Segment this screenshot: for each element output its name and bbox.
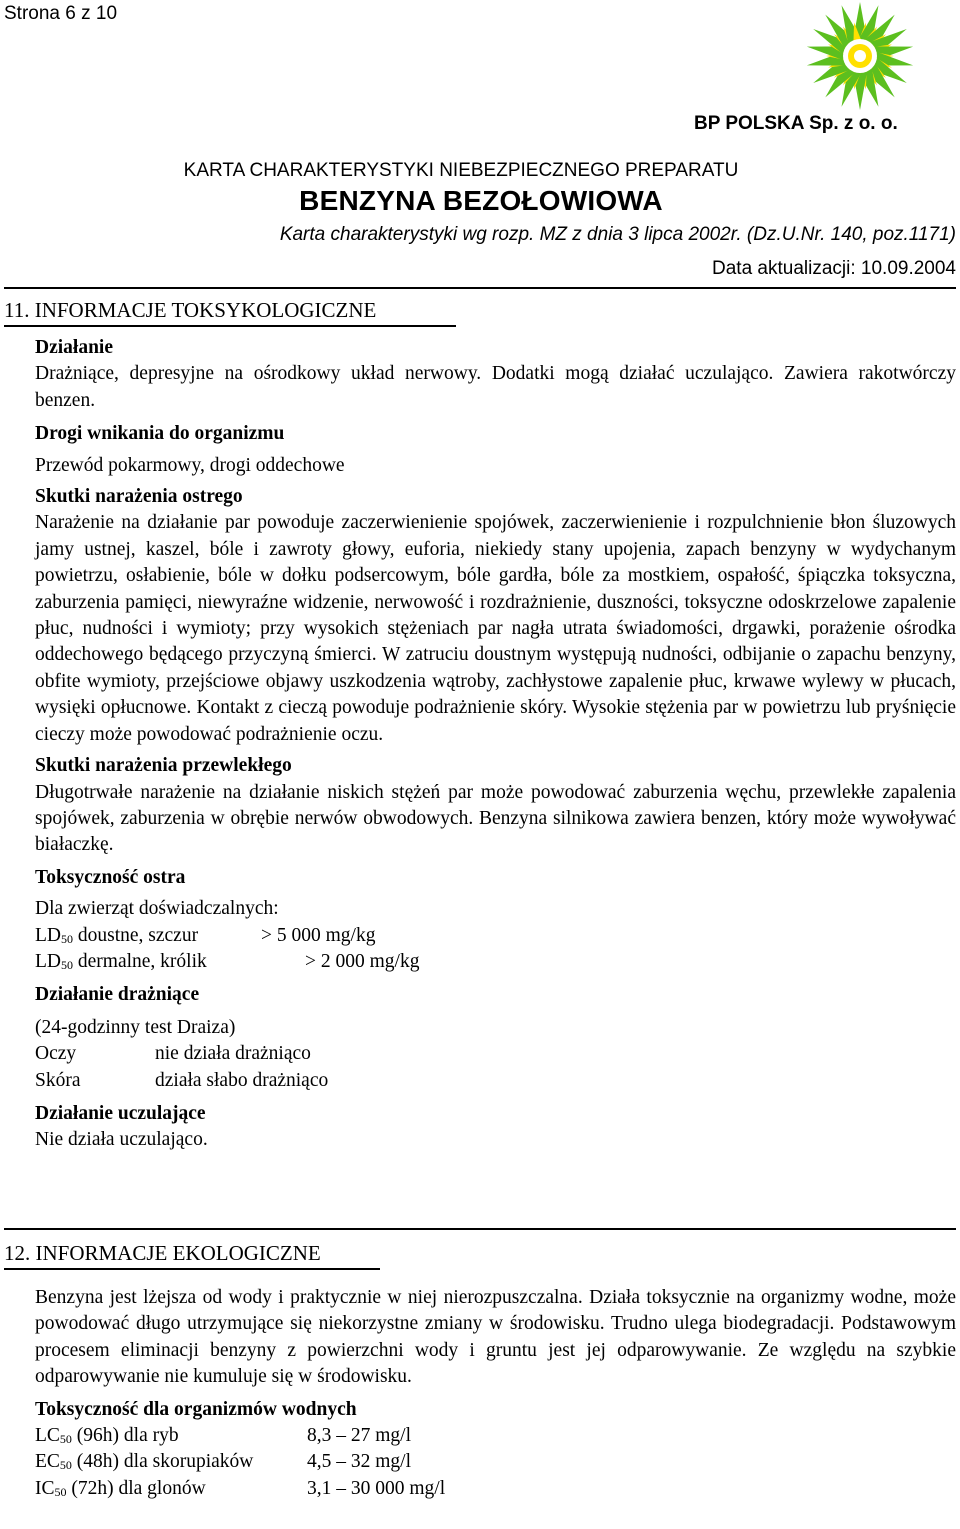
row-prefix: IC xyxy=(35,1477,55,1499)
ekologia-text: Benzyna jest lżejsza od wody i praktycznie w niej nierozpuszczalna. Działa toksycznie na organizmy wodne, może powodować długo utrzymujące się niekorzystne zmiany w środowisku. Trudno ulega biodegradacji. Podstawowym procesem eliminacji benzyny z powierzchni wody i gruntu jest jej odparowywanie. Ze względu na szybkie odparowywanie nie kumuluje się w środowisku. xyxy=(35,1287,956,1388)
ostre-text: Narażenie na działanie par powoduje zaczerwienienie spojówek, zaczerwienienie i rozpulchnienie błon śluzowych jamy ustnej, kaszel, bóle i zawroty głowy, euforia, niekiedy stany upojenia, zapach benzyny w wydychanym powietrzu, osłabienie, bóle w dołku podsercowym, bóle gardła, bóle za mostkiem, ospałość, śpiączka toksyczna, zaburzenia pamięci, niewyraźne widzenie, nerwowość i rozdrażnienie, duszności, toksyczne odoskrzelowe zapalenie płuc, nudności i wymioty; przy wysokich stężeniach par nagła utrata świadomości, drgawki, porażenie ośrodka oddechowego będącego przyczyną śmierci. W zatruciu doustnym występują nudności, odbijanie o zapachu benzyny, obfite wymioty, przejściowe objawy uszkodzenia wątroby, zachłystowe zapalenie płuc, krwawe wylewy w płucach, wysięki opłucnowe. Kontakt z cieczą powoduje podrażnienie skóry. Wysokie stężenia par w powietrzu lub pryśnięcie cieczy może powodować podrażnienie oczu. xyxy=(35,512,956,745)
drazniace-heading: Działanie drażniące xyxy=(35,984,200,1006)
row-subscript: 50 xyxy=(59,1432,72,1447)
row-label: doustne, szczur xyxy=(73,924,199,946)
row-subscript: 50 xyxy=(54,1484,67,1499)
toks-wodne-heading: Toksyczność dla organizmów wodnych xyxy=(35,1398,357,1420)
drogi-text: Przewód pokarmowy, drogi oddechowe xyxy=(35,454,345,476)
section-title-underline xyxy=(4,1268,380,1270)
ostre-heading: Skutki narażenia ostrego xyxy=(35,486,243,508)
uczulajace-text: Nie działa uczulająco. xyxy=(35,1129,208,1151)
update-date: Data aktualizacji: 10.09.2004 xyxy=(712,258,956,279)
drazniace-row xyxy=(35,1068,956,1094)
page-number: Strona 6 z 10 xyxy=(4,3,118,24)
row-subscript: 50 xyxy=(61,957,73,972)
bp-helios-logo-icon xyxy=(800,0,920,112)
dzialanie-heading: Działanie xyxy=(35,337,113,358)
row-prefix: LD xyxy=(35,924,61,946)
drogi-heading: Drogi wnikania do organizmu xyxy=(35,423,285,445)
row-value: działa słabo drażniąco xyxy=(155,1069,329,1091)
section-12-title: 12. INFORMACJE EKOLOGICZNE xyxy=(4,1241,321,1265)
row-value: 3,1 – 30 000 mg/l xyxy=(307,1477,446,1499)
section-11-body xyxy=(35,335,956,1154)
toks-wodne-row xyxy=(35,1476,956,1502)
uczulajace-heading: Działanie uczulające xyxy=(35,1102,206,1124)
toksycznosc-intro: Dla zwierząt doświadczalnych: xyxy=(35,898,279,920)
toksycznosc-row xyxy=(35,949,956,975)
row-value: 8,3 – 27 mg/l xyxy=(307,1425,412,1447)
section-title-underline xyxy=(4,325,456,327)
regulation-reference: Karta charakterystyki wg rozp. MZ z dnia 3 lipca 2002r. (Dz.U.Nr. 140, poz.1171) xyxy=(279,224,956,245)
section-12-body xyxy=(35,1285,956,1502)
section-divider xyxy=(4,287,956,289)
row-prefix: LC xyxy=(35,1425,60,1447)
toksycznosc-heading: Toksyczność ostra xyxy=(35,866,186,888)
row-value: nie działa drażniąco xyxy=(155,1043,311,1065)
drazniace-intro: (24-godzinny test Draiza) xyxy=(35,1016,236,1038)
dzialanie-text: Drażniące, depresyjne na ośrodkowy układ nerwowy. Dodatki mogą działać uczulająco. Zawiera rakotwórczy benzen. xyxy=(35,363,956,411)
row-label: (96h) dla ryb xyxy=(71,1425,179,1447)
przewlekle-text: Długotrwałe narażenie na działanie niskich stężeń par może powodować zaburzenia węchu, przewlekłe zapalenia spojówek, zaburzenia w obrębie nerwów obwodowych. Benzyna silnikowa zawiera benzen, który może wywoływać białaczkę. xyxy=(35,781,956,856)
section-11-title: 11. INFORMACJE TOKSYKOLOGICZNE xyxy=(4,298,377,322)
section-divider xyxy=(4,1228,956,1230)
przewlekle-heading: Skutki narażenia przewlekłego xyxy=(35,755,292,777)
row-value: > 5 000 mg/kg xyxy=(261,924,376,946)
toksycznosc-row xyxy=(35,923,956,949)
row-prefix: EC xyxy=(35,1451,60,1473)
row-value: > 2 000 mg/kg xyxy=(305,950,420,972)
row-label: Skóra xyxy=(35,1069,81,1091)
company-name: BP POLSKA Sp. z o. o. xyxy=(694,113,898,134)
row-label: dermalne, królik xyxy=(73,950,207,972)
row-prefix: LD xyxy=(35,950,61,972)
drazniace-row xyxy=(35,1041,956,1067)
row-label: (48h) dla skorupiaków xyxy=(71,1451,254,1473)
row-subscript: 50 xyxy=(61,931,73,946)
row-value: 4,5 – 32 mg/l xyxy=(307,1451,412,1473)
toks-wodne-row xyxy=(35,1449,956,1475)
row-label: (72h) dla glonów xyxy=(66,1477,206,1499)
document-type: KARTA CHARAKTERYSTYKI NIEBEZPIECZNEGO PREPARATU xyxy=(183,160,739,181)
toks-wodne-row xyxy=(35,1423,956,1449)
row-subscript: 50 xyxy=(59,1458,72,1473)
row-label: Oczy xyxy=(35,1043,77,1065)
product-name: BENZYNA BEZOŁOWIOWA xyxy=(299,185,663,216)
